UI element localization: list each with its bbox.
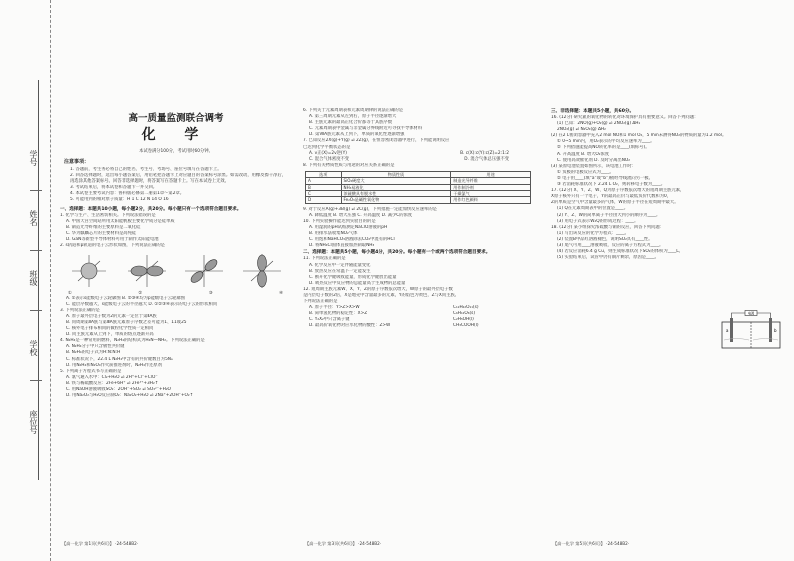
exam-title: 高一质量监测联合调考 [128, 113, 224, 124]
option-line: B. 制造光导纤维的主要原料是二氧化硅 [66, 225, 141, 231]
sub-line: (1) 写出该反应的化学方程式：____。 [557, 230, 629, 236]
binding-strip [0, 0, 51, 561]
option-line: A. 原子半径：Y>Z>X>W [309, 305, 360, 311]
option-line: D. 最高价氧化物对应水化物的酸性：Z>W [309, 323, 391, 329]
sub-line: 2NO₂(g) ⇌ N₂O₄(g) ΔH₂ [557, 127, 606, 133]
sub-line: (3) 用电子式表示W₂Q的形成过程：____。 [557, 218, 639, 224]
notice-heading: 注意事项： [64, 159, 90, 165]
table-row [306, 197, 531, 203]
s-orbital-diagram [68, 253, 110, 289]
question-line: 8. 下列有关物质性质与用途的对应关系正确的是 [303, 162, 395, 168]
table-cell: 制造光导纤维 [451, 178, 531, 184]
table-cell: 浓硫酸具有脱水性 [341, 190, 451, 196]
option-line: D. GaN等新型半导体材料可用于制作太阳能电池 [66, 237, 159, 243]
sub-line: ① 0~5 min内，用O₂表示的平均反应速率为____。 [557, 139, 655, 145]
option-line: B. 铁与稀硫酸反应：2Fe+6H⁺ ⇌ 2Fe³⁺+3H₂↑ [66, 380, 159, 386]
formula-line: C₆H₁₂O₆(s) [453, 311, 476, 317]
notice-item: 4. 本试卷主要考试内容：鲁科版必修第二册第1章～第2章。 [70, 191, 185, 197]
option-line: A. 化学反应中一定伴随能量变化 [309, 262, 371, 268]
option-a: A. v正(X)=2v逆(Y) [309, 150, 347, 156]
electrode-b-label: b [774, 328, 777, 333]
option-line: C. 核外电子排布相同的微粒化学性质一定相同 [66, 326, 154, 332]
question-line: 5. 下列离子方程式书写正确的是 [60, 368, 122, 374]
section-heading: 二、选择题：本题共5小题，每小题4分，共20分。每小题有一个或两个选项符合题目要求。 [303, 250, 491, 256]
sub-line: (3) 某原电池装置如图所示，该电池工作时： [551, 163, 636, 169]
table-cell: SiO₂硬度大 [341, 178, 451, 184]
orbital-label: ② [138, 290, 143, 296]
table-cell: D [306, 197, 342, 203]
question-line: 2. s轨道和p轨道的电子云形状如图，下列说法正确的是 [60, 243, 165, 249]
formula-stack [453, 305, 533, 329]
formula-line: C₂H₅OH(l) [453, 317, 474, 323]
question-line: 18. (12分) 某小组探究浓硫酸与铜的反应，回答下列问题： [551, 224, 664, 230]
sub-line: (4) 若反应消耗6.4 g Cu，则生成标准状况下SO₂的体积为____L。 [557, 249, 683, 255]
binding-tick [30, 190, 42, 191]
question-line: 9. 对于反应A(g)+3B(g) ⇌ 2C(g)，下列措施一定能加快反应速率的是 [303, 206, 437, 212]
option-line: C. 断开化学键吸收能量，形成化学键放出能量 [309, 274, 397, 280]
option-b: B. c(X):c(Y):c(Z)=2:1:2 [460, 150, 509, 156]
question-line: 下列说法正确的是 [303, 299, 338, 305]
option-line: D. 吸热反应中反应物的总能量高于生成物的总能量 [309, 280, 406, 286]
binding-label-school: 学校 [29, 340, 38, 356]
option-line: A. 原子最外层电子数为2的元素一定位于第ⅡA族 [66, 313, 157, 319]
sub-line: ① 负极的电极反应式为____。 [557, 169, 614, 175]
option-line: A. 氯气通入水中：Cl₂+H₂O ⇌ 2H⁺+Cl⁻+ClO⁻ [66, 374, 158, 380]
question-line: 17. (12分) X、Y、Z、W、Q为原子序数依次增大的短周期主族元素， [551, 188, 685, 194]
table-cell: B [306, 184, 342, 190]
sub-line: (5) 实验结束后，试管中仍有铜片剩余，原因是____。 [557, 255, 659, 261]
sub-line: (2) 装置B中品红溶液褪色，说明SO₂具有____性。 [557, 236, 653, 242]
option-d: D. 混合气体总压强不变 [464, 156, 509, 162]
binding-label-student-id: 学号 [29, 150, 38, 166]
table-cell: C [306, 190, 342, 196]
question-line: 1. 化学与生产、生活密切相关。下列说法错误的是 [60, 213, 156, 218]
binding-tick [30, 250, 42, 251]
power-source-label: 电源 [747, 311, 755, 316]
py-orbital-diagram [183, 253, 225, 289]
question-line: 3. 下列说法正确的是 [60, 307, 100, 313]
electrochemical-cell-diagram [716, 310, 786, 350]
option-c: C. 混合气体密度不变 [309, 156, 350, 162]
option-line: B. 放热反应在常温下一定能发生 [309, 268, 371, 274]
notice-item: 5. 可能用到的相对原子质量：H 1 C 12 N 14 O 16 [70, 197, 169, 203]
option-line: B. 同周期第ⅡA族与第ⅢA族元素原子序数之差可能为1、11或25 [66, 319, 187, 325]
formula-line: CH₃COOH(l) [453, 323, 479, 329]
notice-item: 2. 回答选择题时，选出每小题答案后，用铅笔把答题卡上对应题目的答案标号涂黑。如需改动，用橡皮擦干净后，再选涂其他答案标号。回答非选择题时，将答案写在答题卡上。写在本试卷上无效。 [70, 173, 287, 185]
question-line: 6. 下列关于元素周期表和元素周期律的说法正确的是 [303, 108, 403, 113]
option-line: C. Y₂X₂中只含离子键 [309, 317, 350, 323]
option-line: B. N₂H₄的电子式为H:N:N:H [66, 350, 121, 356]
question-line: 是内层电子数的2倍，X是地壳中含量最多的元素，Y的焰色为黄色，Z与X同主族。 [303, 293, 459, 298]
table-cell: A [306, 178, 342, 184]
table-cell: 用作制冷剂 [451, 184, 531, 190]
table-cell: NH₃易液化 [341, 184, 451, 190]
option-line: A. ①表示s能级电子云轮廓图 B. ②③④均为p能级电子云轮廓图 [66, 295, 185, 301]
sub-line: ③ 若消耗标准状况下 2.24 L O₂，则转移电子数为____。 [557, 182, 666, 188]
option-stack [303, 305, 453, 329]
table-cell: 干燥氯气 [451, 190, 531, 196]
orbital-figure [68, 253, 283, 289]
sub-line: (2) 在2 L密闭容器中充入2 mol NO和1 mol O₂，5 min末测得NO₂的物质的量为1.2 mol。 [551, 133, 727, 139]
table-header: 用途 [451, 171, 531, 177]
option-line: D. 用Na₂O₂与H₂O反应制O₂：Na₂O₂+H₂O ⇌ 2Na⁺+2OH⁻+O₂↑ [66, 393, 194, 399]
table-cell: Fe₂O₃是碱性氧化物 [341, 197, 451, 203]
sub-line: ② 下列措施能提高NO转化率的是____(填标号)。 [557, 145, 650, 151]
page-footer-2: 【高一化学 第3页(共6页)】 ·24-548B2· [305, 541, 382, 546]
option-line: C. 能层序数越大，s能级电子云的半径越大 D. ①②③④表示的电子云的形状相同 [66, 301, 218, 307]
question-line: Z的单质是空气中含量最多的气体，W的原子半径在短周期中最大。 [551, 200, 679, 206]
option-block [303, 305, 541, 329]
option-line: D. 同主族元素从上到下，单质的熔点逐渐升高 [66, 332, 154, 338]
electrode-a-label: a [726, 328, 729, 333]
notice-block [64, 158, 290, 204]
exam-meta: 本试卷满分100分，考试用时60分钟。 [139, 149, 213, 154]
option-line: A. 用湿润的pH试纸测定NaClO溶液的pH [309, 225, 388, 231]
question-line: 11. 下列说法正确的是 [303, 256, 346, 262]
column-1-questions [60, 206, 292, 531]
question-line: 16. (12分) 研究氮的氧化物的转化对环境保护具有重要意义。回答下列问题： [551, 115, 699, 120]
question-line: 4. N₂H₄是一种常用的燃料，N₂H₄的结构式为H₂N—NH₂。下列说法正确的是 [60, 338, 205, 344]
option-line: A. 第三周期元素从左到右，原子半径逐渐增大 [309, 114, 397, 120]
table-header: 选项 [306, 171, 342, 177]
option-line: C. 标准状况下，22.4 L N₂H₄中含有的共价键数目为5Nₐ [66, 356, 173, 362]
question-line: X原子核外只有一个电子，Y的最高正价与最低负价代数和为0， [551, 194, 672, 200]
binding-tick [30, 310, 42, 311]
option-line: D. 用N₂H₄和N₂O₄作火箭推进剂时，N₂H₄作还原剂 [66, 362, 163, 368]
option-line: A. N₂H₄分子中只含极性共价键 [66, 344, 125, 350]
option-line: B. 简单氢化物的稳定性：X>Z [309, 311, 368, 317]
notice-item: 1. 答题前，考生务必将自己的姓名、考生号、考场号、座位号填写在答题卡上。 [70, 167, 222, 172]
table-header: 物质性质 [341, 171, 451, 177]
sub-line: (2) Y、Z、W的简单离子半径由大到小的顺序为____。 [557, 212, 661, 218]
option-line: C. 用饱和NaHCO₃溶液除去CO₂中混有的HCl [309, 237, 395, 243]
sub-line: ② 电子由____(填“a”或“b”)极经导线流向另一极。 [557, 175, 653, 181]
option-line: C. 用NaOH溶液吸收SO₂：2OH⁻+SO₂ ⇌ SO₃²⁻+H₂O [66, 386, 171, 392]
option-line: C. 华为麒麟芯片的主要材料是高纯硅 [66, 231, 137, 237]
binding-label-name: 姓名 [29, 210, 38, 226]
section-heading: 一、选择题：本题共10小题，每小题2分，共20分。每小题只有一个选项符合题目要求。 [60, 207, 242, 212]
table-cell: 用作红色颜料 [451, 197, 531, 203]
formula-line: C₁₂H₂₂O₁₁(s) [453, 305, 479, 311]
question-line: 10. 下列实验操作能达到实验目的的是 [303, 218, 376, 224]
question-line: 12. 短周期主族元素W、X、Y、Z的原子序数依次增大，W原子的最外层电子数 [303, 286, 453, 292]
page-footer-1: 【高一化学 第1页(共6页)】 ·24-548B2· [62, 541, 139, 546]
question-line: 已达到化学平衡状态的是 [303, 144, 351, 150]
option-line: D. 第ⅦA族元素从上到下，单质的氧化性逐渐增强 [309, 132, 405, 138]
binding-label-seat: 座位号 [29, 410, 38, 434]
option-line: A. 中国天宫空间站所用太阳能帆板主要化学成分是硅单质 [66, 219, 175, 225]
px-orbital-diagram [126, 253, 168, 289]
option-line: D. 将NH₄Cl固体直接加热制取NH₃ [309, 243, 375, 249]
option-line: A. 降低温度 B. 增大压强 C. 升高温度 D. 减少C的浓度 [309, 212, 413, 218]
section-heading: 三、非选择题：本题共5小题，共60分。 [551, 109, 635, 114]
option-line: A. 升高温度 B. 增大O₂浓度 [557, 151, 610, 157]
sub-line: (3) 尾气可用____溶液吸收，反应的离子方程式为____。 [557, 242, 664, 248]
option-line: C. 元素周期表中金属与非金属分界线附近可寻找半导体材料 [309, 126, 423, 132]
page-footer-3: 【高一化学 第5页(共6页)】 ·24-548B2· [553, 541, 630, 546]
sub-line: (1) Q在元素周期表中的位置是____。 [557, 206, 628, 212]
option-line: C. 使用高效催化剂 D. 及时分离出NO₂ [557, 157, 631, 163]
sub-line: (1) 已知：2NO(g)+O₂(g) ⇌ 2NO₂(g) ΔH₁ [557, 121, 641, 127]
subject-title: 化 学 [141, 127, 211, 143]
column-2-questions [303, 108, 541, 536]
orbital-label: ① [68, 290, 72, 296]
orbital-label: ④ [279, 290, 283, 296]
option-line: B. 主族元素的最高正化合价都等于其族序数 [309, 120, 393, 126]
binding-tick [30, 380, 42, 381]
property-use-table [305, 171, 531, 204]
option-line: B. 用排水法收集NO₂气体 [309, 231, 358, 237]
orbital-label: ③ [208, 290, 213, 296]
pz-orbital-diagram [241, 253, 283, 289]
notice-item: 3. 考试结束后，将本试卷和答题卡一并交回。 [70, 185, 158, 191]
question-line: 7. 已知反应2X(g)+Y(g) ⇌ 2Z(g)，在恒容密闭容器中进行，下列能说明反应 [303, 138, 450, 144]
binding-label-class: 班级 [29, 270, 38, 286]
